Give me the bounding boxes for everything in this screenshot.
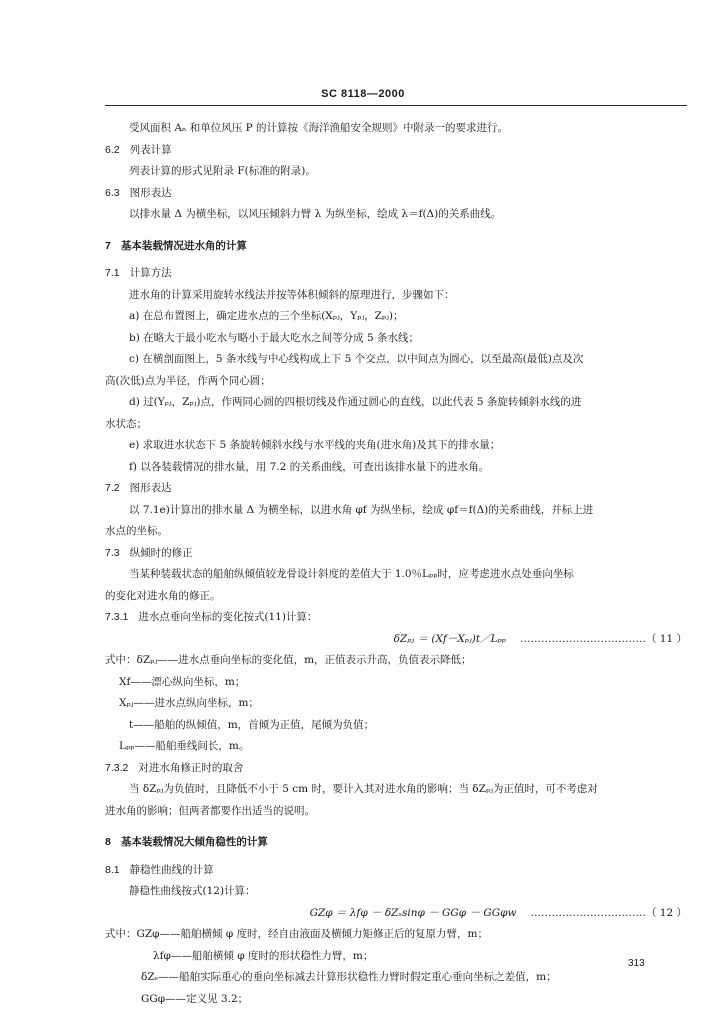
section-number: 8 — [105, 836, 111, 848]
section-title: 纵倾时的修正 — [129, 546, 193, 559]
page-header: SC 8118—2000 — [321, 88, 405, 100]
body-line: 以 7.1e)计算出的排水量 Δ 为横坐标，以进水角 φf 为纵坐标，绘成 φf＝f(Δ)的关系曲线，并标上进 — [129, 503, 594, 516]
body-line: 静稳性曲线按式(12)计算： — [129, 885, 256, 897]
list-item: f) 以各装载情况的排水量，用 7.2 的关系曲线，可查出该排水量下的进水角。 — [129, 460, 490, 473]
section-number: 7.2 — [105, 482, 120, 494]
definition-line: Xf——漂心纵向坐标，m； — [119, 675, 246, 688]
section-number: 6.2 — [105, 143, 120, 156]
section-title: 基本装载情况大倾角稳性的计算 — [120, 836, 268, 848]
section-8-heading — [105, 832, 687, 854]
section-7-3-heading — [105, 543, 687, 565]
section-number: 8.1 — [105, 863, 120, 876]
section-title: 基本装载情况进水角的计算 — [120, 239, 247, 252]
section-7-3-1-heading — [105, 607, 687, 629]
section-7-1-heading — [105, 263, 687, 285]
section-6-3-heading — [105, 183, 687, 205]
definition-line: Lₚₚ——船舶垂线间长，m。 — [119, 740, 250, 752]
section-title: 列表计算 — [129, 143, 172, 156]
definition-line: λfφ——船舶横倾 φ 度时的形状稳性力臂，m； — [153, 949, 374, 962]
section-title: 图形表达 — [129, 482, 172, 494]
formula-number: ………………………………（ 11 ） — [519, 632, 687, 645]
list-item: e) 求取进水状态下 5 条旋转倾斜水线与水平线的夹角(进水角)及其下的排水量； — [129, 439, 501, 451]
body-line: 当某种装载状态的船舶纵倾值较龙骨设计斜度的差值大于 1.0％Lₚₚ时，应考虑进水点处垂向坐标 — [129, 568, 574, 580]
body-line: 进水角的计算采用旋转水线法并按等体积倾斜的原理进行，步骤如下： — [129, 288, 455, 301]
section-number: 7.3.1 — [105, 611, 129, 623]
list-item-continuation: 高(次低)点为半径，作两个同心圆； — [105, 374, 271, 387]
body-line: 列表计算的形式见附录 F(标准的附录)。 — [129, 165, 316, 177]
section-title: 图形表达 — [129, 186, 172, 199]
body-line-continuation: 水点的坐标。 — [105, 525, 168, 537]
formula-expression: δZₚⱼ ＝ (Xf－Xₚⱼ)t／Lₚₚ — [393, 632, 506, 645]
definition-line: 式中：GZφ——船舶横倾 φ 度时，经自由液面及横倾力矩修正后的复原力臂，m； — [105, 928, 489, 940]
body-line: 以排水量 Δ 为横坐标，以风压倾斜力臂 λ 为纵坐标，绘成 λ＝f(Δ)的关系曲线。 — [129, 208, 502, 220]
formula-12 — [105, 903, 687, 925]
list-item: d) 过(Yₚⱼ，Zₚⱼ)点，作两同心圆的四根切线及作通过圆心的直线，以此代表 5 条旋转倾斜水线的进 — [129, 396, 582, 408]
section-text: 对进水角修正时的取舍 — [138, 761, 244, 774]
section-number: 7.3.2 — [105, 761, 129, 774]
section-number: 7.1 — [105, 267, 120, 279]
definition-line: δZₛ——船舶实际重心的垂向坐标减去计算形状稳性力臂时假定重心垂向坐标之差值，m； — [141, 971, 557, 983]
section-7-2-heading — [105, 478, 687, 500]
list-item-continuation: 水状态； — [105, 417, 147, 430]
definition-line: 式中：δZₚⱼ——进水点垂向坐标的变化值，m，正值表示升高，负值表示降低； — [105, 654, 472, 666]
definition-line: GGφ——定义见 3.2； — [141, 992, 249, 1005]
body-line-continuation: 进水角的影响；但两者都要作出适当的说明。 — [105, 804, 315, 817]
section-title: 计算方法 — [129, 267, 172, 279]
list-item: b) 在略大于最小吃水与略小于最大吃水之间等分成 5 条水线； — [129, 331, 420, 344]
formula-number: ……………………………（ 12 ） — [530, 906, 687, 919]
formula-expression: GZφ ＝ λfφ － δZₛsinφ － GGφ － GGφw — [309, 906, 517, 919]
section-title: 静稳性曲线的计算 — [129, 863, 214, 876]
body-line-continuation: 的变化对进水角的修正。 — [105, 589, 221, 602]
section-number: 6.3 — [105, 186, 120, 199]
body-line: 当 δZₚⱼ为负值时，且降低不小于 5 cm 时，要计入其对进水角的影响；当 δZₚⱼ为正值时，可不考虑对 — [129, 783, 598, 795]
section-7-heading — [105, 236, 687, 258]
document-body — [105, 118, 687, 1010]
definition-line: t——船舶的纵倾值，m，首倾为正值，尾倾为负值； — [129, 718, 375, 731]
section-8-1-heading — [105, 860, 687, 882]
list-item: c) 在横剖面图上，5 条水线与中心线构成上下 5 个交点，以中间点为圆心，以至最高(最低)点及次 — [129, 353, 584, 365]
body-line: 受风面积 Aₙ 和单位风压 P 的计算按《海洋渔船安全规则》中附录一的要求进行。 — [129, 122, 509, 134]
formula-11 — [105, 629, 687, 651]
definition-line: Xₚⱼ——进水点纵向坐标，m； — [119, 697, 259, 709]
section-text: 进水点垂向坐标的变化按式(11)计算： — [138, 611, 318, 623]
page-number: 313 — [628, 958, 645, 969]
section-number: 7.3 — [105, 546, 120, 559]
header-rule — [105, 105, 687, 106]
list-item: a) 在总布置图上，确定进水点的三个坐标(Xₚⱼ，Yₚⱼ，Zₚⱼ)； — [129, 310, 404, 322]
section-6-2-heading — [105, 140, 687, 162]
section-number: 7 — [105, 239, 111, 252]
section-7-3-2-heading — [105, 758, 687, 780]
